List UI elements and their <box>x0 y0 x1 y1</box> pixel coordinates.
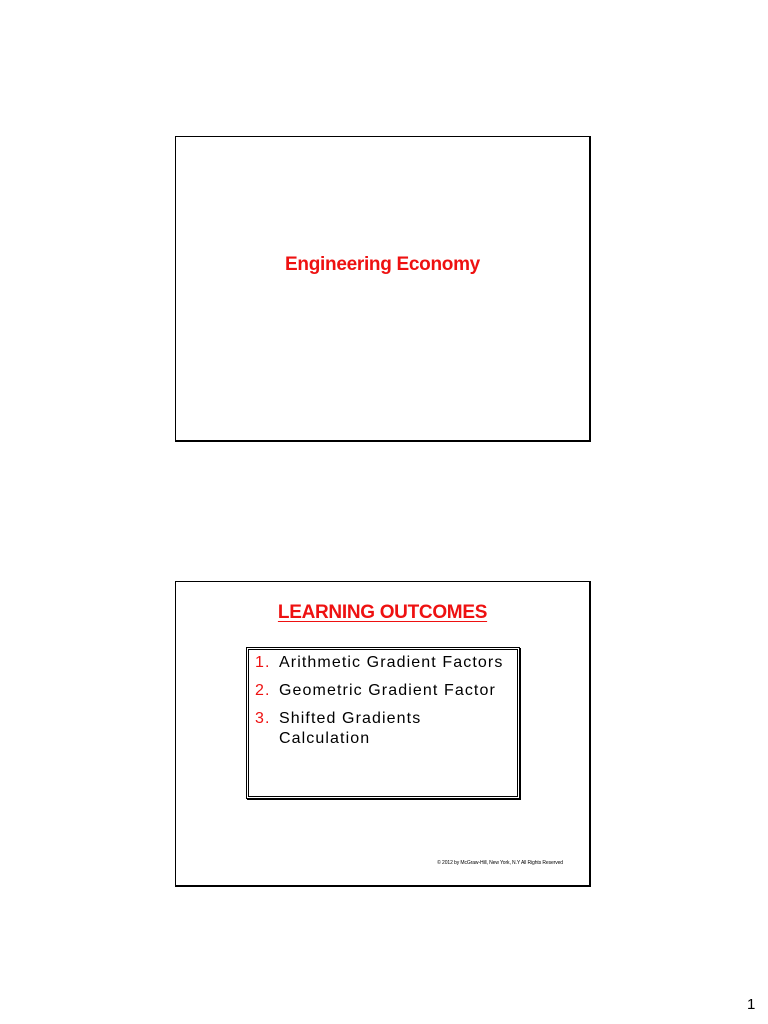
slide-title: Engineering Economy <box>285 254 480 275</box>
list-item <box>255 709 511 749</box>
outcome-text: Shifted Gradients Calculation <box>279 710 422 747</box>
slide-title-page <box>175 136 591 442</box>
outcome-text: Geometric Gradient Factor <box>279 682 496 699</box>
copyright-notice: © 2012 by McGraw-Hill, New York, N.Y All Rights Reserved <box>437 860 563 866</box>
list-item <box>255 653 511 673</box>
outcome-text: Arithmetic Gradient Factors <box>279 654 504 671</box>
slide-learning-outcomes <box>175 581 591 887</box>
learning-outcomes-heading: LEARNING OUTCOMES <box>277 602 488 623</box>
outcomes-box <box>246 647 520 799</box>
outcome-number: 2. <box>255 682 271 699</box>
outcome-number: 3. <box>255 710 271 727</box>
outcome-number: 1. <box>255 654 271 671</box>
page-number: 1 <box>747 996 756 1013</box>
list-item <box>255 681 511 701</box>
